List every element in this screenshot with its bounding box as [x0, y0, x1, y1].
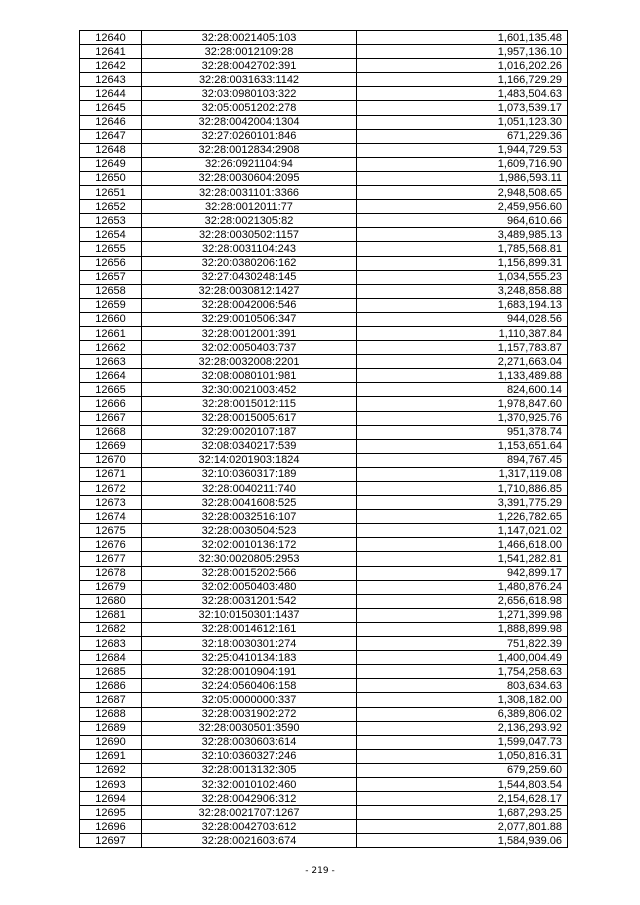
table-row — [80, 665, 568, 679]
amount-cell: 1,609,716.90 — [357, 157, 568, 171]
cadastral-code-cell: 32:28:0042006:546 — [142, 298, 357, 312]
cadastral-code-cell: 32:28:0021603:674 — [142, 834, 357, 848]
cadastral-code-cell: 32:10:0360317:189 — [142, 467, 357, 481]
amount-cell: 671,229.36 — [357, 129, 568, 143]
amount-cell: 1,584,939.06 — [357, 834, 568, 848]
row-id-cell: 12654 — [80, 228, 142, 242]
amount-cell: 6,389,806.02 — [357, 707, 568, 721]
amount-cell: 3,489,985.13 — [357, 228, 568, 242]
cadastral-code-cell: 32:28:0012109:28 — [142, 45, 357, 59]
cadastral-code-cell: 32:28:0012011:77 — [142, 200, 357, 214]
amount-cell: 951,378.74 — [357, 425, 568, 439]
cadastral-code-cell: 32:28:0014612:161 — [142, 622, 357, 636]
table-row — [80, 101, 568, 115]
cadastral-code-cell: 32:28:0015202:566 — [142, 566, 357, 580]
amount-cell: 824,600.14 — [357, 383, 568, 397]
table-row — [80, 242, 568, 256]
row-id-cell: 12668 — [80, 425, 142, 439]
row-id-cell: 12691 — [80, 749, 142, 763]
cadastral-code-cell: 32:08:0080101:981 — [142, 369, 357, 383]
table-row — [80, 270, 568, 284]
cadastral-code-cell: 32:28:0030502:1157 — [142, 228, 357, 242]
cadastral-code-cell: 32:02:0050403:480 — [142, 580, 357, 594]
cadastral-code-cell: 32:28:0031201:542 — [142, 594, 357, 608]
table-row — [80, 651, 568, 665]
table-row — [80, 397, 568, 411]
table-row — [80, 45, 568, 59]
amount-cell: 1,370,925.76 — [357, 411, 568, 425]
table-row — [80, 763, 568, 777]
cadastral-code-cell: 32:14:0201903:1824 — [142, 453, 357, 467]
amount-cell: 894,767.45 — [357, 453, 568, 467]
row-id-cell: 12650 — [80, 171, 142, 185]
amount-cell: 1,271,399.98 — [357, 608, 568, 622]
amount-cell: 1,480,876.24 — [357, 580, 568, 594]
amount-cell: 1,051,123.30 — [357, 115, 568, 129]
table-row — [80, 580, 568, 594]
table-row — [80, 312, 568, 326]
row-id-cell: 12672 — [80, 482, 142, 496]
row-id-cell: 12680 — [80, 594, 142, 608]
amount-cell: 1,133,489.88 — [357, 369, 568, 383]
row-id-cell: 12669 — [80, 439, 142, 453]
amount-cell: 3,391,775.29 — [357, 496, 568, 510]
table-body — [80, 31, 568, 848]
cadastral-code-cell: 32:28:0031633:1142 — [142, 73, 357, 87]
amount-cell: 1,601,135.48 — [357, 31, 568, 45]
table-row — [80, 566, 568, 580]
row-id-cell: 12647 — [80, 129, 142, 143]
table-row — [80, 496, 568, 510]
cadastral-code-cell: 32:28:0021305:82 — [142, 214, 357, 228]
table-row — [80, 157, 568, 171]
table-row — [80, 608, 568, 622]
amount-cell: 1,226,782.65 — [357, 510, 568, 524]
cadastral-code-cell: 32:28:0031104:243 — [142, 242, 357, 256]
table-row — [80, 637, 568, 651]
table-row — [80, 707, 568, 721]
amount-cell: 1,986,593.11 — [357, 171, 568, 185]
cadastral-code-cell: 32:28:0030603:614 — [142, 735, 357, 749]
table-row — [80, 693, 568, 707]
page-number: - 219 - — [305, 866, 335, 876]
table-row — [80, 482, 568, 496]
row-id-cell: 12656 — [80, 256, 142, 270]
amount-cell: 2,136,293.92 — [357, 721, 568, 735]
table-row — [80, 256, 568, 270]
table-row — [80, 538, 568, 552]
table-row — [80, 425, 568, 439]
amount-cell: 1,957,136.10 — [357, 45, 568, 59]
cadastral-code-cell: 32:24:0560406:158 — [142, 679, 357, 693]
amount-cell: 1,466,618.00 — [357, 538, 568, 552]
row-id-cell: 12673 — [80, 496, 142, 510]
row-id-cell: 12696 — [80, 820, 142, 834]
amount-cell: 803,634.63 — [357, 679, 568, 693]
amount-cell: 1,400,004.49 — [357, 651, 568, 665]
table-row — [80, 594, 568, 608]
cadastral-code-cell: 32:28:0030501:3590 — [142, 721, 357, 735]
cadastral-code-cell: 32:28:0030812:1427 — [142, 284, 357, 298]
cadastral-code-cell: 32:03:0980103:322 — [142, 87, 357, 101]
amount-cell: 2,948,508.65 — [357, 186, 568, 200]
table-row — [80, 721, 568, 735]
cadastral-code-cell: 32:28:0042703:612 — [142, 820, 357, 834]
table-row — [80, 143, 568, 157]
row-id-cell: 12683 — [80, 637, 142, 651]
row-id-cell: 12667 — [80, 411, 142, 425]
amount-cell: 2,154,628.17 — [357, 792, 568, 806]
table-row — [80, 214, 568, 228]
row-id-cell: 12670 — [80, 453, 142, 467]
cadastral-code-cell: 32:08:0340217:539 — [142, 439, 357, 453]
table-row — [80, 73, 568, 87]
amount-cell: 1,687,293.25 — [357, 806, 568, 820]
cadastral-code-cell: 32:18:0030301:274 — [142, 637, 357, 651]
row-id-cell: 12660 — [80, 312, 142, 326]
amount-cell: 1,978,847.60 — [357, 397, 568, 411]
row-id-cell: 12677 — [80, 552, 142, 566]
property-table — [79, 30, 568, 848]
table-row — [80, 284, 568, 298]
cadastral-code-cell: 32:28:0032516:107 — [142, 510, 357, 524]
table-row — [80, 326, 568, 340]
table-row — [80, 355, 568, 369]
row-id-cell: 12694 — [80, 792, 142, 806]
table-row — [80, 87, 568, 101]
row-id-cell: 12681 — [80, 608, 142, 622]
row-id-cell: 12649 — [80, 157, 142, 171]
table-row — [80, 31, 568, 45]
amount-cell: 1,754,258.63 — [357, 665, 568, 679]
cadastral-code-cell: 32:32:0010102:460 — [142, 777, 357, 791]
cadastral-code-cell: 32:02:0010136:172 — [142, 538, 357, 552]
cadastral-code-cell: 32:28:0030504:523 — [142, 524, 357, 538]
row-id-cell: 12693 — [80, 777, 142, 791]
row-id-cell: 12695 — [80, 806, 142, 820]
amount-cell: 2,271,663.04 — [357, 355, 568, 369]
cadastral-code-cell: 32:28:0042702:391 — [142, 59, 357, 73]
table-row — [80, 834, 568, 848]
cadastral-code-cell: 32:25:0410134:183 — [142, 651, 357, 665]
amount-cell: 1,034,555.23 — [357, 270, 568, 284]
table-row — [80, 510, 568, 524]
row-id-cell: 12685 — [80, 665, 142, 679]
row-id-cell: 12641 — [80, 45, 142, 59]
row-id-cell: 12679 — [80, 580, 142, 594]
amount-cell: 1,050,816.31 — [357, 749, 568, 763]
row-id-cell: 12682 — [80, 622, 142, 636]
cadastral-code-cell: 32:28:0012834:2908 — [142, 143, 357, 157]
table-row — [80, 792, 568, 806]
row-id-cell: 12678 — [80, 566, 142, 580]
amount-cell: 1,683,194.13 — [357, 298, 568, 312]
table-row — [80, 341, 568, 355]
amount-cell: 1,156,899.31 — [357, 256, 568, 270]
cadastral-code-cell: 32:28:0010904:191 — [142, 665, 357, 679]
cadastral-code-cell: 32:28:0042906:312 — [142, 792, 357, 806]
amount-cell: 1,599,047.73 — [357, 735, 568, 749]
cadastral-code-cell: 32:27:0430248:145 — [142, 270, 357, 284]
amount-cell: 1,308,182.00 — [357, 693, 568, 707]
table-row — [80, 622, 568, 636]
row-id-cell: 12671 — [80, 467, 142, 481]
table-row — [80, 552, 568, 566]
row-id-cell: 12646 — [80, 115, 142, 129]
cadastral-code-cell: 32:28:0013132:305 — [142, 763, 357, 777]
row-id-cell: 12692 — [80, 763, 142, 777]
row-id-cell: 12687 — [80, 693, 142, 707]
cadastral-code-cell: 32:30:0020805:2953 — [142, 552, 357, 566]
cadastral-code-cell: 32:29:0010506:347 — [142, 312, 357, 326]
table-row — [80, 59, 568, 73]
amount-cell: 942,899.17 — [357, 566, 568, 580]
table-row — [80, 749, 568, 763]
table-row — [80, 200, 568, 214]
table-row — [80, 411, 568, 425]
cadastral-code-cell: 32:02:0050403:737 — [142, 341, 357, 355]
table-row — [80, 735, 568, 749]
amount-cell: 1,166,729.29 — [357, 73, 568, 87]
row-id-cell: 12688 — [80, 707, 142, 721]
row-id-cell: 12648 — [80, 143, 142, 157]
table-row — [80, 228, 568, 242]
row-id-cell: 12645 — [80, 101, 142, 115]
table-row — [80, 679, 568, 693]
cadastral-code-cell: 32:05:0000000:337 — [142, 693, 357, 707]
cadastral-code-cell: 32:28:0042004:1304 — [142, 115, 357, 129]
amount-cell: 1,073,539.17 — [357, 101, 568, 115]
table-row — [80, 467, 568, 481]
row-id-cell: 12689 — [80, 721, 142, 735]
amount-cell: 1,483,504.63 — [357, 87, 568, 101]
amount-cell: 751,822.39 — [357, 637, 568, 651]
table-row — [80, 129, 568, 143]
row-id-cell: 12642 — [80, 59, 142, 73]
amount-cell: 2,656,618.98 — [357, 594, 568, 608]
row-id-cell: 12676 — [80, 538, 142, 552]
cadastral-code-cell: 32:28:0031101:3366 — [142, 186, 357, 200]
cadastral-code-cell: 32:28:0015012:115 — [142, 397, 357, 411]
amount-cell: 1,147,021.02 — [357, 524, 568, 538]
cadastral-code-cell: 32:27:0260101:846 — [142, 129, 357, 143]
table-row — [80, 439, 568, 453]
amount-cell: 1,785,568.81 — [357, 242, 568, 256]
amount-cell: 964,610.66 — [357, 214, 568, 228]
row-id-cell: 12697 — [80, 834, 142, 848]
amount-cell: 1,710,886.85 — [357, 482, 568, 496]
row-id-cell: 12665 — [80, 383, 142, 397]
cadastral-code-cell: 32:28:0015005:617 — [142, 411, 357, 425]
cadastral-code-cell: 32:30:0021003:452 — [142, 383, 357, 397]
row-id-cell: 12686 — [80, 679, 142, 693]
cadastral-code-cell: 32:10:0360327:246 — [142, 749, 357, 763]
amount-cell: 2,459,956.60 — [357, 200, 568, 214]
cadastral-code-cell: 32:05:0051202:278 — [142, 101, 357, 115]
table-row — [80, 777, 568, 791]
row-id-cell: 12684 — [80, 651, 142, 665]
cadastral-code-cell: 32:28:0012001:391 — [142, 326, 357, 340]
cadastral-code-cell: 32:28:0031902:272 — [142, 707, 357, 721]
row-id-cell: 12662 — [80, 341, 142, 355]
row-id-cell: 12644 — [80, 87, 142, 101]
row-id-cell: 12674 — [80, 510, 142, 524]
row-id-cell: 12651 — [80, 186, 142, 200]
cadastral-code-cell: 32:28:0021405:103 — [142, 31, 357, 45]
amount-cell: 1,317,119.08 — [357, 467, 568, 481]
table-row — [80, 369, 568, 383]
row-id-cell: 12652 — [80, 200, 142, 214]
table-row — [80, 383, 568, 397]
table-row — [80, 171, 568, 185]
table-row — [80, 186, 568, 200]
table-row — [80, 298, 568, 312]
row-id-cell: 12661 — [80, 326, 142, 340]
amount-cell: 679,259.60 — [357, 763, 568, 777]
cadastral-code-cell: 32:28:0030604:2095 — [142, 171, 357, 185]
table-row — [80, 524, 568, 538]
amount-cell: 1,153,651.64 — [357, 439, 568, 453]
amount-cell: 1,944,729.53 — [357, 143, 568, 157]
row-id-cell: 12643 — [80, 73, 142, 87]
amount-cell: 1,157,783.87 — [357, 341, 568, 355]
row-id-cell: 12666 — [80, 397, 142, 411]
row-id-cell: 12663 — [80, 355, 142, 369]
cadastral-code-cell: 32:10:0150301:1437 — [142, 608, 357, 622]
amount-cell: 1,544,803.54 — [357, 777, 568, 791]
row-id-cell: 12655 — [80, 242, 142, 256]
cadastral-code-cell: 32:28:0032008:2201 — [142, 355, 357, 369]
amount-cell: 1,541,282.81 — [357, 552, 568, 566]
row-id-cell: 12675 — [80, 524, 142, 538]
cadastral-code-cell: 32:28:0041608:525 — [142, 496, 357, 510]
amount-cell: 1,110,387.84 — [357, 326, 568, 340]
amount-cell: 2,077,801.88 — [357, 820, 568, 834]
cadastral-code-cell: 32:28:0021707:1267 — [142, 806, 357, 820]
row-id-cell: 12657 — [80, 270, 142, 284]
table-row — [80, 115, 568, 129]
row-id-cell: 12653 — [80, 214, 142, 228]
cadastral-code-cell: 32:26:0921104:94 — [142, 157, 357, 171]
row-id-cell: 12690 — [80, 735, 142, 749]
amount-cell: 3,248,858.88 — [357, 284, 568, 298]
table-row — [80, 453, 568, 467]
row-id-cell: 12664 — [80, 369, 142, 383]
row-id-cell: 12658 — [80, 284, 142, 298]
table-row — [80, 820, 568, 834]
table-row — [80, 806, 568, 820]
cadastral-code-cell: 32:20:0380206:162 — [142, 256, 357, 270]
amount-cell: 944,028.56 — [357, 312, 568, 326]
row-id-cell: 12659 — [80, 298, 142, 312]
row-id-cell: 12640 — [80, 31, 142, 45]
amount-cell: 1,888,899.98 — [357, 622, 568, 636]
cadastral-code-cell: 32:28:0040211:740 — [142, 482, 357, 496]
amount-cell: 1,016,202.26 — [357, 59, 568, 73]
cadastral-code-cell: 32:29:0020107:187 — [142, 425, 357, 439]
